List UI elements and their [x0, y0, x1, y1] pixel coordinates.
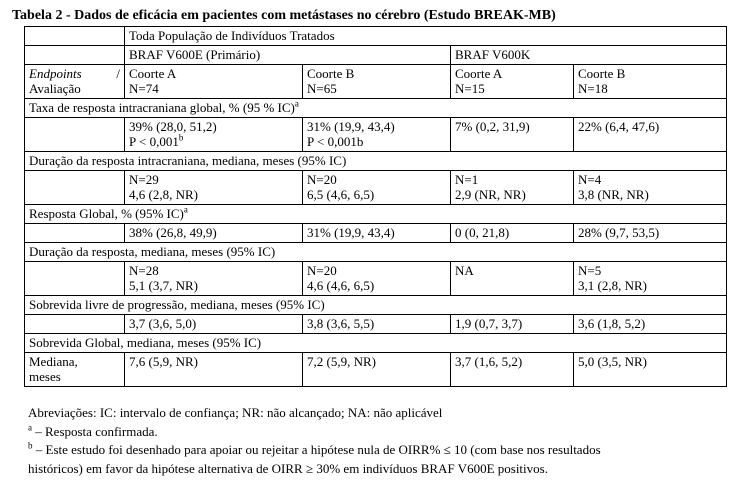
- table-cell: NA: [451, 262, 574, 296]
- blank-cell: [25, 118, 125, 152]
- cohort-header: Coorte B N=18: [574, 65, 727, 99]
- table-cell: 3,7 (1,6, 5,2): [451, 353, 574, 387]
- evaluation-label: Avaliação: [29, 81, 81, 96]
- endpoint-header: [25, 65, 125, 99]
- section-title-row: [25, 205, 727, 224]
- footnotes: [28, 404, 728, 478]
- table-cell: 31% (19,9, 43,4) P < 0,001b: [303, 118, 451, 152]
- cohort-header: Coorte A N=74: [125, 65, 303, 99]
- header-row-groups: [25, 46, 727, 65]
- group-header-v600e: BRAF V600E (Primário): [125, 46, 451, 65]
- blank-cell: [25, 27, 125, 46]
- table-cell: 7,2 (5,9, NR): [303, 353, 451, 387]
- section-title-row: [25, 99, 727, 118]
- abbreviations-note: Abreviações: IC: intervalo de confiança; NR: não alcançado; NA: não aplicável: [28, 405, 443, 420]
- table-cell: 0 (0, 21,8): [451, 224, 574, 243]
- table-cell: 5,0 (3,5, NR): [574, 353, 727, 387]
- footnote-b-continued: históricos) em favor da hipótese alternativa de OIRR ≥ 30% em indivíduos BRAF V600E positivos.: [28, 460, 548, 476]
- table-cell: N=29 4,6 (2,8, NR): [125, 171, 303, 205]
- table-cell: N=28 5,1 (3,7, NR): [125, 262, 303, 296]
- table-cell: 22% (6,4, 47,6): [574, 118, 727, 152]
- section-title: Duração da resposta, mediana, meses (95% IC): [25, 243, 727, 262]
- population-header: Toda População de Indivíduos Tratados: [125, 27, 727, 46]
- blank-cell: [25, 315, 125, 334]
- table-row: [25, 315, 727, 334]
- section-title: Sobrevida Global, mediana, meses (95% IC): [25, 334, 727, 353]
- section-title-row: [25, 243, 727, 262]
- section-title: Duração da resposta intracraniana, mediana, meses (95% IC): [25, 152, 727, 171]
- table-cell: 3,6 (1,8, 5,2): [574, 315, 727, 334]
- table-cell: N=4 3,8 (NR, NR): [574, 171, 727, 205]
- section-title: Taxa de resposta intracraniana global, % (95 % IC)$^a$: [25, 99, 727, 118]
- header-row-population: [25, 27, 727, 46]
- table-cell: 31% (19,9, 43,4): [303, 224, 451, 243]
- footnote-a: $^a$ – Resposta confirmada.: [28, 422, 158, 439]
- table-caption: Tabela 2 - Dados de eficácia em pacientes com metástases no cérebro (Estudo BREAK-MB): [12, 8, 556, 23]
- cohort-header: Coorte A N=15: [451, 65, 574, 99]
- header-row-cohorts: [25, 65, 727, 99]
- section-title-row: [25, 296, 727, 315]
- blank-cell: [25, 46, 125, 65]
- section-title: Resposta Global, % (95% IC)$^a$: [25, 205, 727, 224]
- table-cell: 38% (26,8, 49,9): [125, 224, 303, 243]
- table-cell: N=20 6,5 (4,6, 6,5): [303, 171, 451, 205]
- table-cell: 7,6 (5,9, NR): [125, 353, 303, 387]
- table-row: [25, 118, 727, 152]
- table-cell: 3,7 (3,6, 5,0): [125, 315, 303, 334]
- efficacy-table: [24, 26, 727, 387]
- section-title-row: [25, 334, 727, 353]
- blank-cell: [25, 171, 125, 205]
- table-cell: 28% (9,7, 53,5): [574, 224, 727, 243]
- cohort-header: Coorte B N=65: [303, 65, 451, 99]
- section-title: Sobrevida livre de progressão, mediana, meses (95% IC): [25, 296, 727, 315]
- table-row: [25, 353, 727, 387]
- group-header-v600k: BRAF V600K: [451, 46, 727, 65]
- blank-cell: [25, 262, 125, 296]
- table-cell: N=20 4,6 (4,6, 6,5): [303, 262, 451, 296]
- table-cell: 1,9 (0,7, 3,7): [451, 315, 574, 334]
- table-cell: 39% (28,0, 51,2) P < 0,001$^b$: [125, 118, 303, 152]
- table-cell: N=1 2,9 (NR, NR): [451, 171, 574, 205]
- table-cell: 7% (0,2, 31,9): [451, 118, 574, 152]
- table-cell: 3,8 (3,6, 5,5): [303, 315, 451, 334]
- footnote-b: $^b$ – Este estudo foi desenhado para apoiar ou rejeitar a hipótese nula de OIRR% ≤ 10 (com base nos resultados: [28, 440, 601, 457]
- table-cell: N=5 3,1 (2,8, NR): [574, 262, 727, 296]
- blank-cell: [25, 224, 125, 243]
- section-title-row: [25, 152, 727, 171]
- table-row: [25, 262, 727, 296]
- endpoint-slash: /: [116, 66, 120, 81]
- endpoint-label: Endpoints: [29, 66, 82, 81]
- table-row: [25, 224, 727, 243]
- table-row: [25, 171, 727, 205]
- row-label: Mediana, meses: [25, 353, 125, 387]
